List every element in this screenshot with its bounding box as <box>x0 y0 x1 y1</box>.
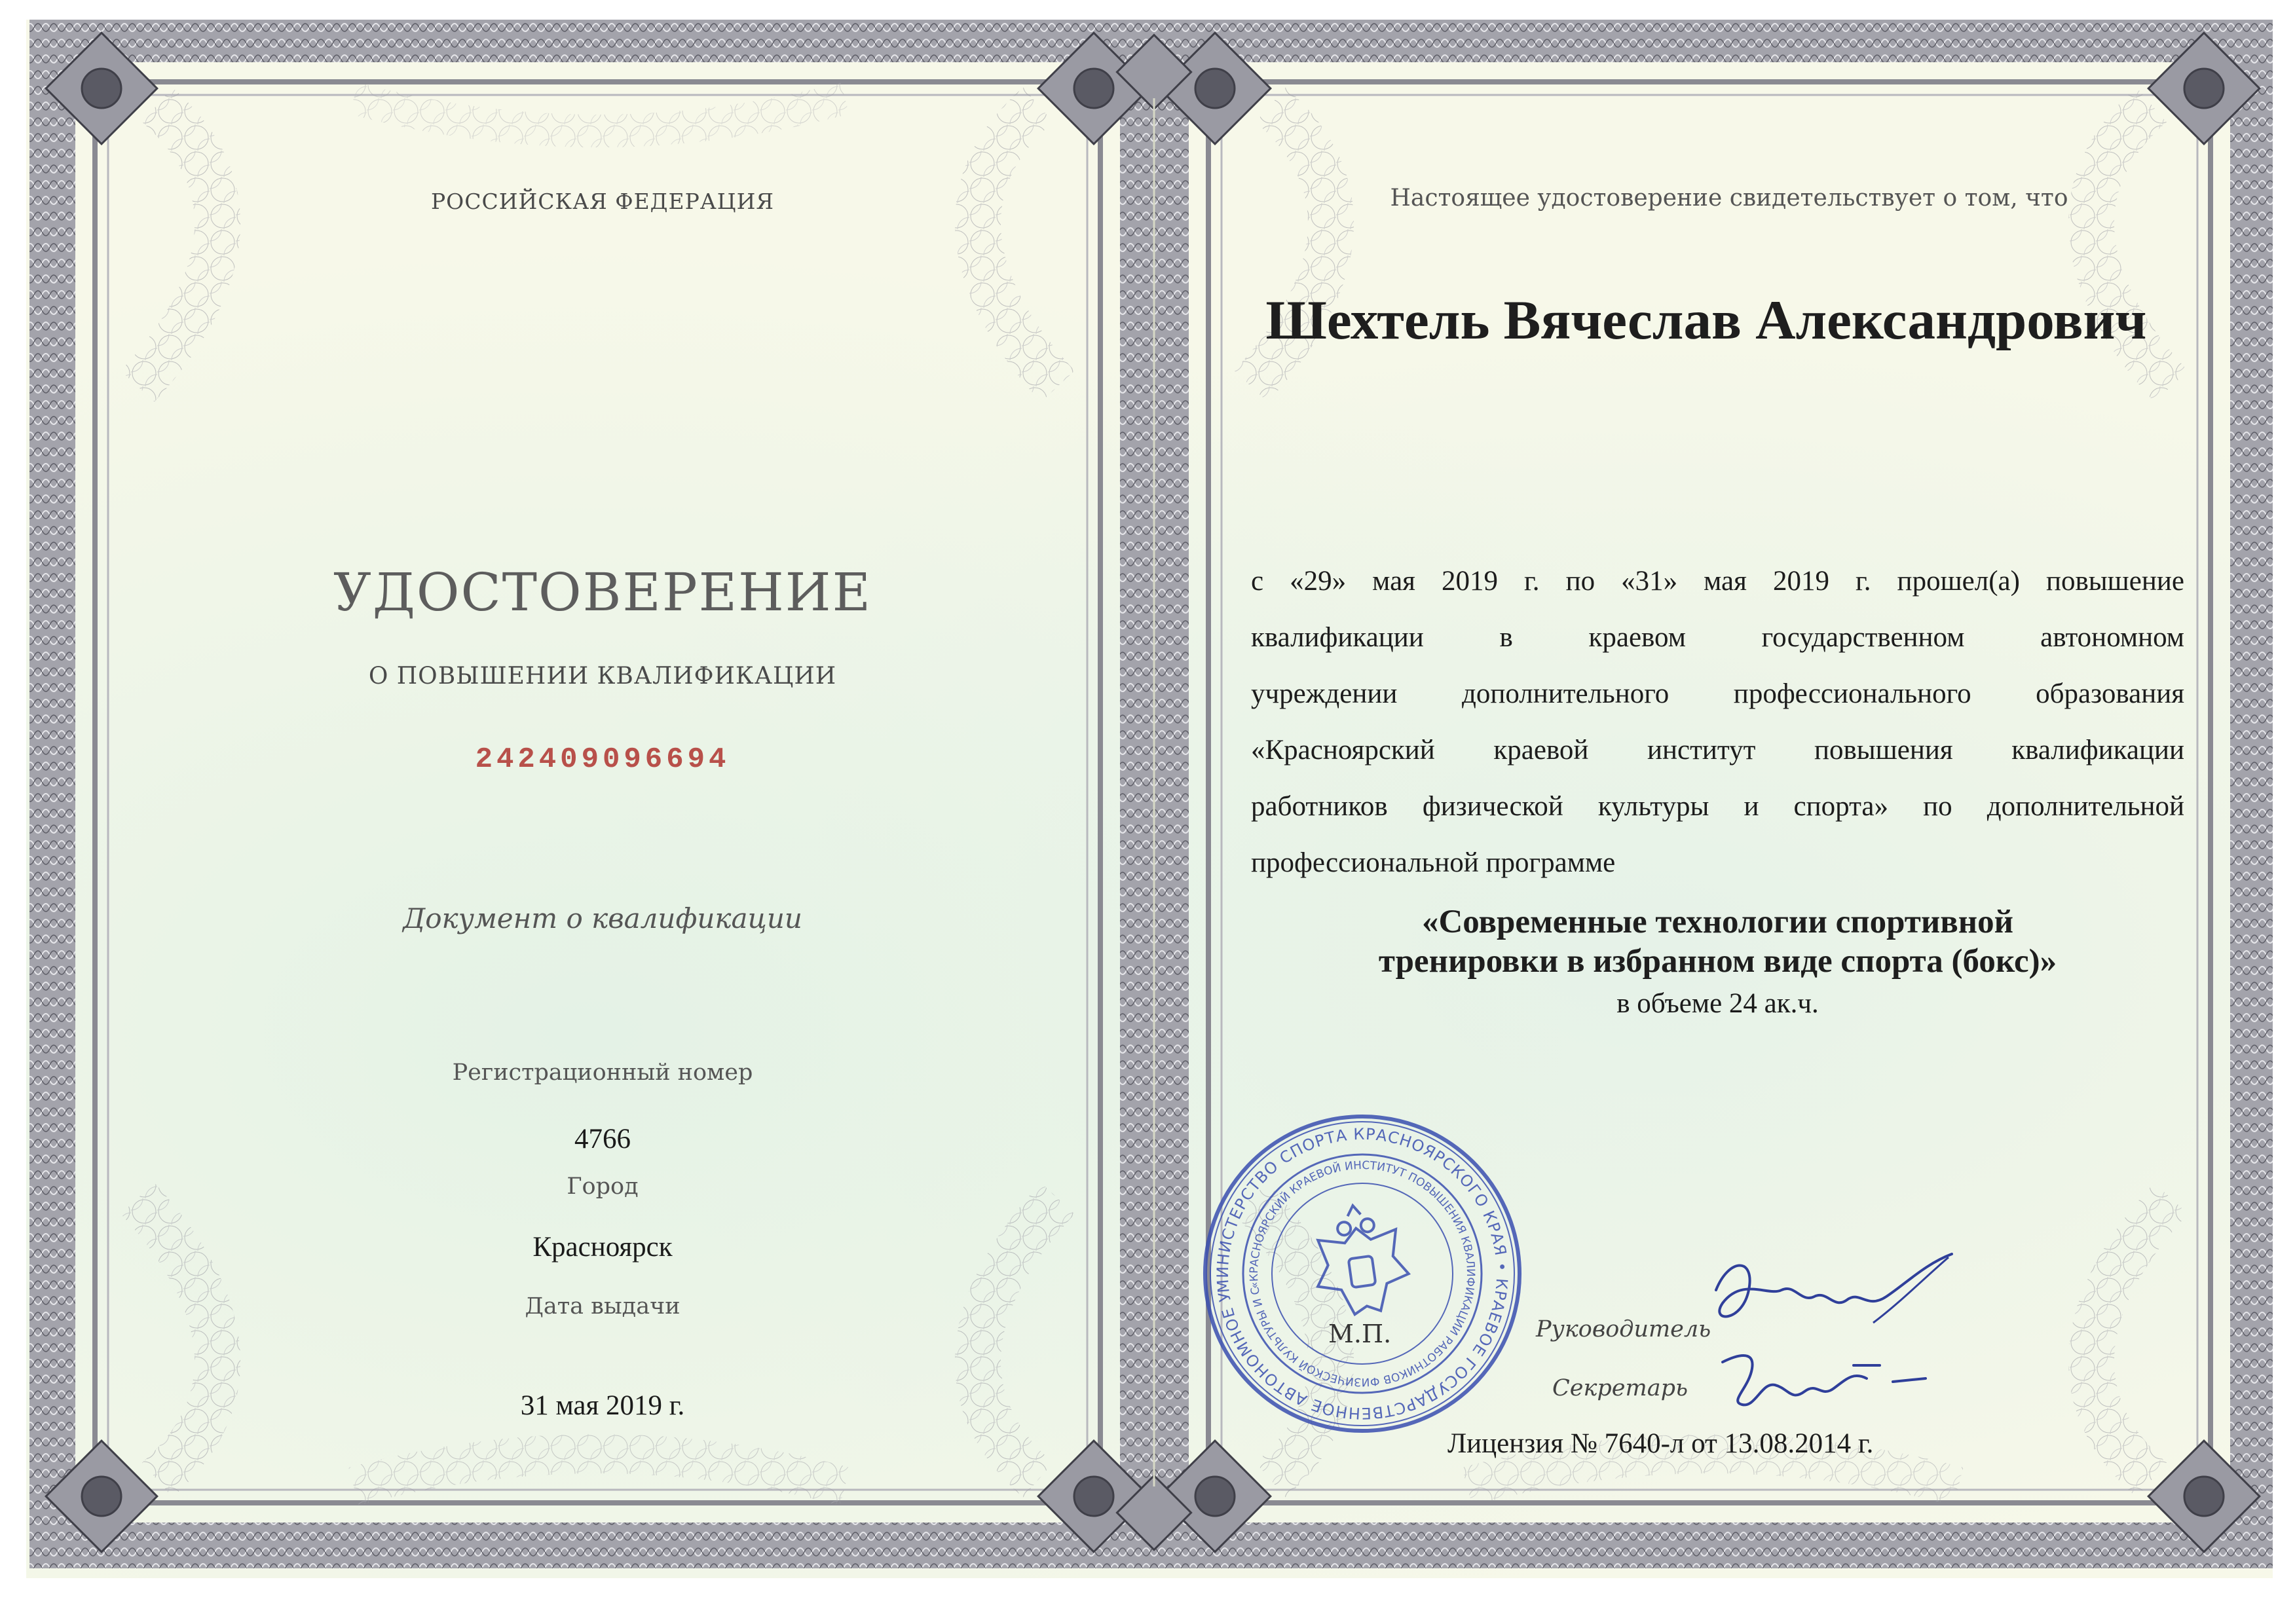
secretary-signature <box>1716 1342 1932 1414</box>
secretary-label: Секретарь <box>1552 1375 1689 1401</box>
registration-label: Регистрационный номер <box>452 1060 753 1086</box>
eagle-emblem-icon <box>1307 1199 1413 1319</box>
document-title: УДОСТОВЕРЕНИЕ <box>333 562 872 623</box>
statement-line: профессиональной программе <box>1251 847 1616 878</box>
statement-line: с «29» мая 2019 г. по «31» мая 2019 г. прошел(а) повышение <box>1251 566 2184 597</box>
serial-number: 242409096694 <box>475 743 730 776</box>
issue-date-label: Дата выдачи <box>525 1293 681 1320</box>
head-signature <box>1703 1251 1965 1342</box>
statement-line: квалификации в краевом государственном автономном <box>1251 622 2184 653</box>
statement-line: учреждении дополнительного профессионального образования <box>1251 678 2184 709</box>
statement-line: «Красноярский краевой институт повышения квалификации <box>1251 735 2184 766</box>
program-volume: в объеме 24 ак.ч. <box>1616 988 1819 1019</box>
program-title <box>1251 902 2184 981</box>
left-page-border <box>52 39 1143 1545</box>
certificate-intro: Настоящее удостоверение свидетельствует о том, что <box>1390 185 2068 212</box>
document-type: Документ о квалификации <box>403 902 802 934</box>
seal-outer-text: МИНИСТЕРСТВО СПОРТА КРАСНОЯРСКОГО КРАЯ • КРАЕВОЕ ГОСУДАРСТВЕННОЕ АВТОНОМНОЕ УЧРЕЖДЕНИЕ <box>1213 1124 1512 1423</box>
program-title-line: «Современные технологии спортивной <box>1421 904 2014 940</box>
seal-inner-text: «КРАСНОЯРСКИЙ КРАЕВОЙ ИНСТИТУТ ПОВЫШЕНИЯ КВАЛИФИКАЦИИ РАБОТНИКОВ ФИЗИЧЕСКОЙ КУЛЬТУРЫ И СПОРТА» <box>1247 1158 1478 1389</box>
issue-date-value: 31 мая 2019 г. <box>520 1390 685 1421</box>
city-value: Красноярск <box>532 1232 673 1263</box>
program-title-line: тренировки в избранном виде спорта (бокс)» <box>1378 943 2057 980</box>
country-name: РОССИЙСКАЯ ФЕДЕРАЦИЯ <box>430 189 775 214</box>
seal-place-mark: М.П. <box>1328 1320 1392 1348</box>
license-info: Лицензия № 7640-л от 13.08.2014 г. <box>1447 1428 1874 1459</box>
official-seal <box>1199 1110 1526 1437</box>
person-name: Шехтель Вячеслав Александрович <box>1265 289 2147 351</box>
city-label: Город <box>567 1173 639 1200</box>
document-subtitle: О ПОВЫШЕНИИ КВАЛИФИКАЦИИ <box>368 663 837 690</box>
completion-statement <box>1251 553 2184 891</box>
head-label: Руководитель <box>1536 1316 1711 1342</box>
registration-number: 4766 <box>574 1124 631 1154</box>
certificate-sheet <box>26 20 2273 1578</box>
statement-line: работников физической культуры и спорта» по дополнительной <box>1251 791 2184 822</box>
